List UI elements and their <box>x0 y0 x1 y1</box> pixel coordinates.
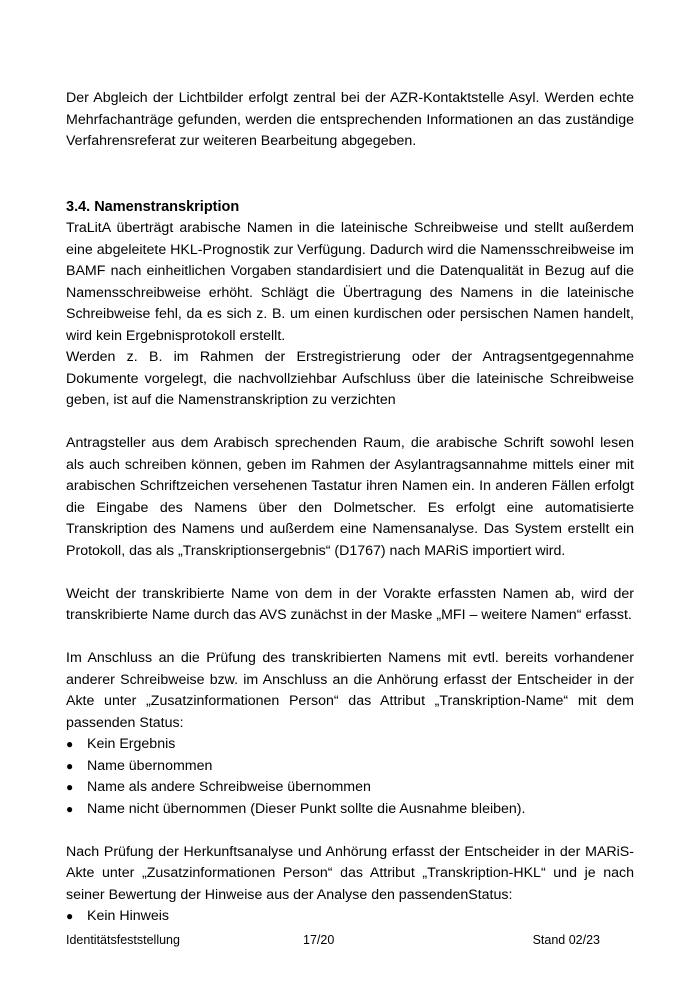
list-item: ● Name nicht übernommen (Dieser Punkt sollte die Ausnahme bleiben). <box>66 799 634 821</box>
list-item: ● Name als andere Schreibweise übernommen <box>66 777 634 799</box>
spacer <box>66 185 634 197</box>
document-page <box>66 88 634 928</box>
spacer <box>66 820 634 842</box>
bullet-icon: ● <box>66 801 74 816</box>
status-list-hkl <box>66 906 634 928</box>
page-number: 17/20 <box>303 933 335 947</box>
bullet-icon: ● <box>66 758 74 773</box>
footer-version: Stand 02/23 <box>532 933 600 947</box>
paragraph-dokumente: Werden z. B. im Rahmen der Erstregistrierung oder der Antragsentgegennahme Dokumente vorgelegt, die nachvollziehbar Aufschluss über die lateinische Schreibweise geben, ist auf die Namenstranskription zu verzichten <box>66 349 634 408</box>
spacer <box>66 562 634 584</box>
paragraph-antragsteller: Antragsteller aus dem Arabisch sprechenden Raum, die arabische Schrift sowohl lesen als auch schreiben können, geben im Rahmen der Asylantragsannahme mittels einer mit arabischen Schriftzeichen versehenen Tastatur ihren Namen ein. In anderen Fällen erfolgt die Eingabe des Namens über den Dolmetscher. Es erfolgt eine automatisierte Transkription des Namens und außerdem eine Namensanalyse. Das System erstellt ein Protokoll, das als „Transkriptionsergebnis“ (D1767) nach MARiS importiert wird. <box>66 435 634 559</box>
paragraph-tralita: TraLitA überträgt arabische Namen in die lateinische Schreibweise und stellt außerdem eine abgeleitete HKL-Prognostik zur Verfügung. Dadurch wird die Namensschreibweise im BAMF nach einheitlichen Vorgaben standardisiert und die Datenqualität in Bezug auf die Namensschreibweise erhöht. Schlägt die Übertragung des Namens in die lateinische Schreibweise fehl, da es sich z. B. um einen kurdischen oder persischen Namen handelt, wird kein Ergebnisprotokoll erstellt. <box>66 220 634 344</box>
bullet-icon: ● <box>66 737 74 751</box>
paragraph-herkunftsanalyse: Nach Prüfung der Herkunftsanalyse und Anhörung erfasst der Entscheider in der MARiS-Akte unter „Zusatzinformationen Person“ das Attribut „Transkription-HKL“ und je nach seiner Bewertung der Hinweise aus der Analyse den passendenStatus: <box>66 843 634 903</box>
spacer <box>66 627 634 649</box>
bullet-icon: ● <box>66 780 74 794</box>
spacer <box>66 153 634 185</box>
footer-title: Identitätsfeststellung <box>66 933 180 947</box>
paragraph-vorakte: Weicht der transkribierte Name von dem in der Vorakte erfassten Namen ab, wird der transkribierte Name durch das AVS zunächst in der Maske „MFI – weitere Namen“ erfasst. <box>66 585 634 623</box>
intro-paragraph: Der Abgleich der Lichtbilder erfolgt zentral bei der AZR-Kontaktstelle Asyl. Werden echte Mehrfachanträge gefunden, werden die entsprechenden Informationen an das zuständige Verfahrensreferat zur weiteren Bearbeitung abgegeben. <box>66 90 634 149</box>
spacer <box>66 412 634 434</box>
section-heading: 3.4. Namenstranskription <box>66 198 240 215</box>
list-item: ● Kein Hinweis <box>66 906 634 928</box>
list-item: ● Kein Ergebnis <box>66 734 634 756</box>
bullet-icon: ● <box>66 909 74 923</box>
paragraph-pruefung: Im Anschluss an die Prüfung des transkribierten Namens mit evtl. bereits vorhandener anderer Schreibweise bzw. im Anschluss an die Anhörung erfasst der Entscheider in der Akte unter „Zusatzinformationen Person“ das Attribut „Transkription-Name“ mit dem passenden Status: <box>66 650 634 731</box>
status-list-name <box>66 734 634 820</box>
list-item: ● Name übernommen <box>66 756 634 778</box>
